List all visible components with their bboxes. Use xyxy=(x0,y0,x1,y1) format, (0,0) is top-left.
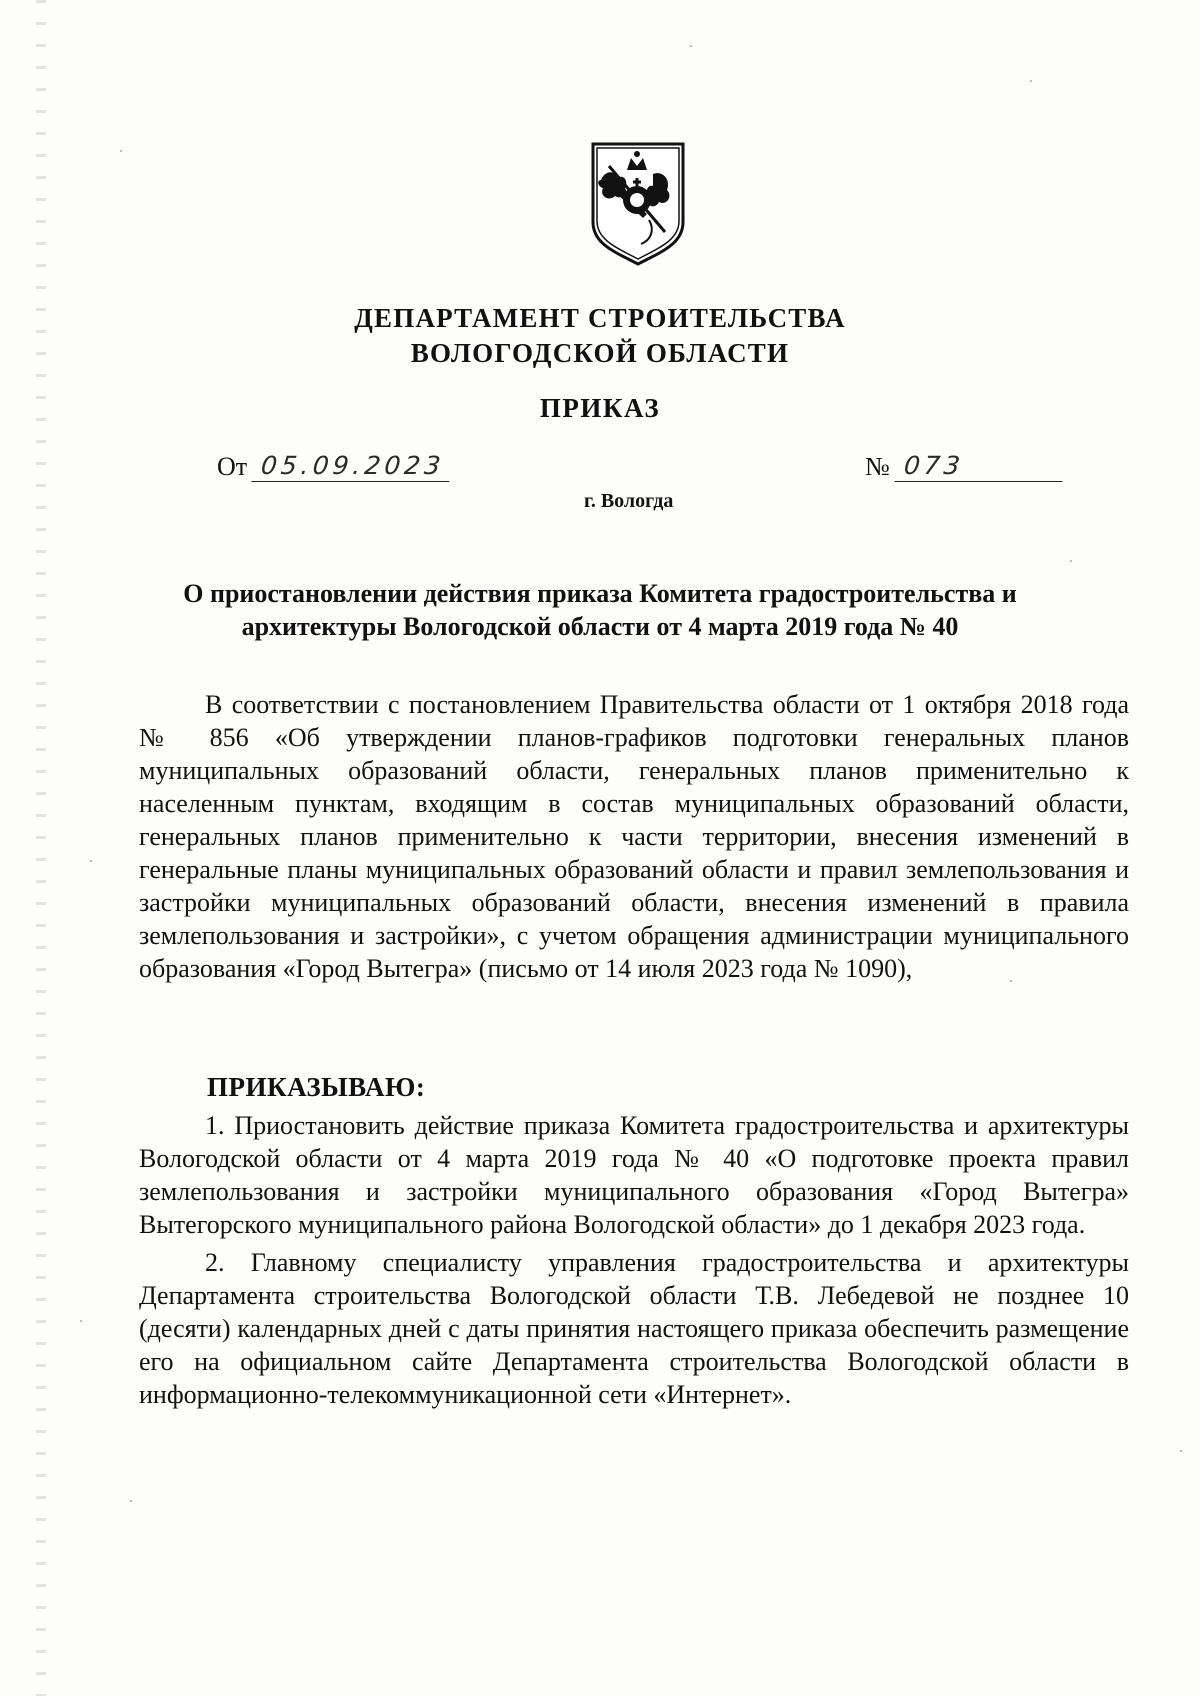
department-line-1: ДЕПАРТАМЕНТ СТРОИТЕЛЬСТВА xyxy=(354,303,846,333)
document-subject: О приостановлении действия приказа Комитета градостроительства и архитектуры Вологодской области от 4 марта 2019 года № 40 xyxy=(183,579,1017,641)
order-item-2: 2. Главному специалисту управления градостроительства и архитектуры Департамента строительства Вологодской области Т.В. Лебедевой не позднее 10 (десяти) календарных дней с даты принятия настоящего приказа обеспечить размещение его на официальном сайте Департамента строительства Вологодской области в информационно-телекоммуникационной сети «Интернет». xyxy=(139,1248,1129,1409)
city: г. Вологда xyxy=(584,490,674,512)
order-word: ПРИКАЗЫВАЮ: xyxy=(207,1072,426,1102)
vologda-coat-of-arms-icon xyxy=(589,140,687,268)
date-value: 05.09.2023 xyxy=(252,451,453,482)
number-line xyxy=(865,451,1064,482)
document-type: ПРИКАЗ xyxy=(539,393,661,423)
order-item-1: 1. Приостановить действие приказа Комитета градостроительства и архитектуры Вологодской области от 4 марта 2019 года № 40 «О подготовке проекта правил землепользования и застройки муниципального образования «Город Вытегра» Вытегорского муниципального района Вологодской области» до 1 декабря 2023 года. xyxy=(139,1111,1129,1239)
department-line-2: ВОЛОГОДСКОЙ ОБЛАСТИ xyxy=(410,338,790,368)
order-items xyxy=(139,1109,1129,1416)
preamble xyxy=(139,688,1129,985)
scan-edge xyxy=(36,0,46,1696)
department-title xyxy=(0,301,1200,371)
date-line xyxy=(217,451,451,482)
preamble-paragraph: В соответствии с постановлением Правительства области от 1 октября 2018 года № 856 «Об утверждении планов-графиков подготовки генеральных планов муниципальных образований области, генеральных планов применительно к населенным пунктам, входящим в состав муниципальных образований области, генеральных планов применительно к части территории, внесения изменений в генеральные планы муниципальных образований области и правил землепользования и застройки муниципальных образований области, внесения изменений в правила землепользования и застройки», с учетом обращения администрации муниципального образования «Город Вытегра» (письмо от 14 июля 2023 года № 1090), xyxy=(139,690,1129,983)
date-prefix: От xyxy=(217,452,248,481)
number-prefix: № xyxy=(865,452,890,481)
number-value: 073 xyxy=(894,451,1065,482)
